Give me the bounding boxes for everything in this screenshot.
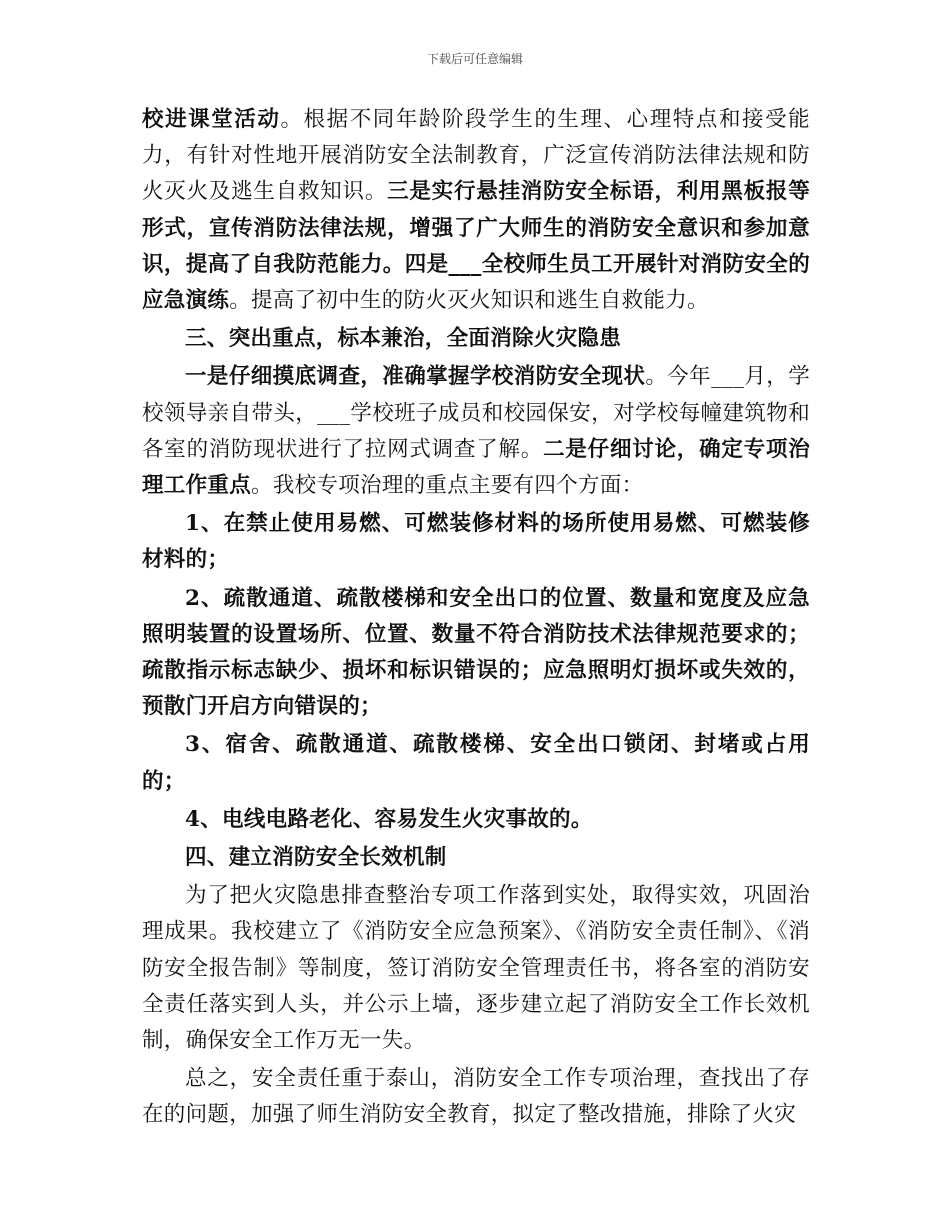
text-run: 。今年___月，学校领导亲自带头，___学校班子成员和校园保安，对学校每幢建筑物和各室的消防现状进行了拉网式调查了解。 — [142, 364, 810, 462]
paragraph — [142, 1061, 810, 1133]
paragraph — [142, 840, 810, 876]
paragraph — [142, 102, 810, 319]
paragraph — [142, 727, 810, 799]
paragraph — [142, 878, 810, 1059]
text-run: 总之，安全责任重于泰山，消防安全工作专项治理，查找出了存在的问题，加强了师生消防安全教育，拟定了整改措施，排除了火灾 — [142, 1066, 810, 1128]
text-run: 。我校专项治理的重点主要有四个方面： — [251, 473, 644, 499]
paragraph — [142, 581, 810, 726]
bold-text-run: 二是仔细讨论，确定专项治理工作重点 — [142, 436, 810, 499]
document-body — [142, 102, 810, 1134]
bold-text-run: 三是实行悬挂消防安全标语，利用黑板报等形式，宣传消防法律法规，增强了广大师生的消防安全意识和参加意识，提高了自我防范能力。四是___全校师生员工开展针对消防安全的应急演练 — [142, 179, 810, 314]
paragraph — [142, 506, 810, 578]
text-run: 为了把火灾隐患排查整治专项工作落到实处，取得实效，巩固治理成果。我校建立了《消防安全应急预案》、《消防安全责任制》、《消防安全报告制》等制度，签订消防安全管理责任书，将各室的消防安全责任落实到人头，并公示上墙，逐步建立起了消防安全工作长效机制，确保安全工作万无一失。 — [142, 883, 810, 1054]
bold-text-run: 4、电线电路老化、容易发生火灾事故的。 — [185, 806, 593, 832]
paragraph — [142, 321, 810, 357]
bold-text-run: 1、在禁止使用易燃、可燃装修材料的场所使用易燃、可燃装修材料的； — [142, 511, 810, 573]
text-run: 。根据不同年龄阶段学生的生理、心理特点和接受能力，有针对性地开展消防安全法制教育，广泛宣传消防法律法规和防火灭火及逃生自救知识。 — [142, 107, 810, 205]
bold-text-run: 四、建立消防安全长效机制 — [185, 845, 447, 871]
bold-text-run: 一是仔细摸底调查，准确掌握学校消防安全现状 — [185, 364, 646, 390]
bold-text-run: 2、疏散通道、疏散楼梯和安全出口的位置、数量和宽度及应急照明装置的设置场所、位置、数量不符合消防技术法律规范要求的；疏散指示标志缺少、损坏和标识错误的；应急照明灯损坏或失效的，预散门开启方向错误的； — [142, 585, 810, 720]
page-header: 下载后可任意编辑 — [426, 52, 523, 66]
paragraph — [142, 359, 810, 504]
bold-text-run: 3、宿舍、疏散通道、疏散楼梯、安全出口锁闭、封堵或占用的； — [142, 732, 810, 794]
bold-text-run: 三、突出重点，标本兼治，全面消除火灾隐患 — [185, 326, 622, 352]
text-run: 。提高了初中生的防火灭火知识和逃生自救能力。 — [229, 288, 709, 314]
paragraph — [142, 802, 810, 838]
bold-text-run: 校进课堂活动 — [142, 107, 281, 132]
